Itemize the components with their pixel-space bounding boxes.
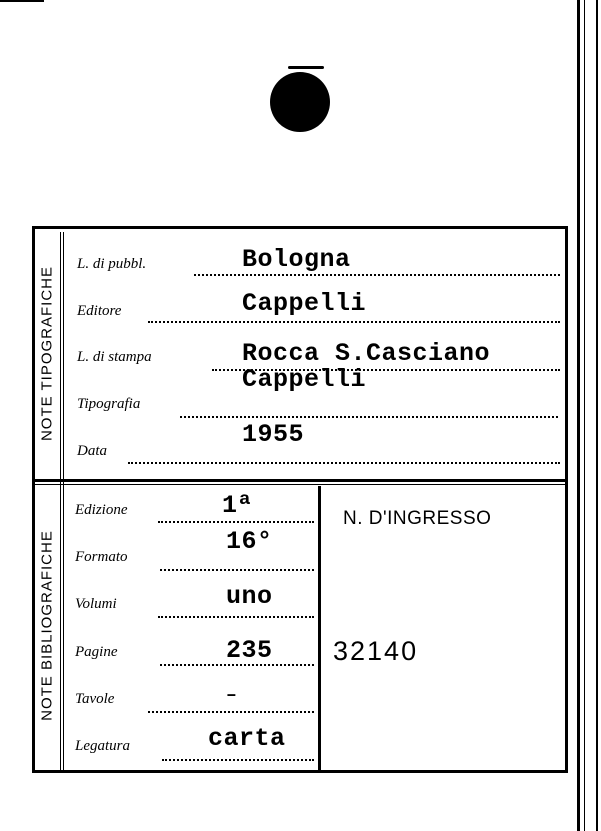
dotted-line	[180, 416, 558, 418]
ingresso-divider	[318, 486, 321, 770]
field-label: Tavole	[75, 691, 115, 707]
punch-hole-tick	[288, 66, 324, 69]
dotted-line	[158, 616, 314, 618]
ingresso-number: 32140	[333, 636, 419, 666]
field-label: Tipografia	[77, 396, 141, 412]
section-separator	[33, 479, 567, 482]
field-value: 1ª	[222, 491, 254, 520]
field-label: Volumi	[75, 596, 117, 612]
field-label: L. di stampa	[77, 349, 152, 365]
field-value: 235	[226, 636, 273, 665]
ingresso-label: N. D'INGRESSO	[343, 508, 492, 529]
card-bottom-border	[33, 770, 567, 773]
field-value: uno	[226, 582, 273, 611]
field-value: Cappelli	[242, 289, 367, 318]
dotted-line	[148, 321, 560, 323]
field-label: Legatura	[75, 738, 131, 754]
dotted-line	[160, 569, 314, 571]
dotted-line	[194, 274, 560, 276]
dotted-line	[128, 462, 560, 464]
field-label: Formato	[75, 549, 128, 565]
card-top-border	[33, 226, 567, 229]
field-label: L. di pubbl.	[77, 256, 147, 272]
field-label: Data	[77, 443, 107, 459]
field-value: Bologna	[242, 245, 351, 274]
label-column-border	[60, 232, 61, 770]
field-label: Edizione	[75, 502, 128, 518]
right-edge-line-3	[596, 0, 598, 831]
field-value: 1955	[242, 420, 305, 449]
top-edge-line	[0, 0, 44, 2]
dotted-line	[148, 711, 314, 713]
label-column-border-2	[63, 232, 64, 770]
right-edge-line	[577, 0, 580, 831]
punch-hole	[270, 72, 330, 132]
section-separator-thin	[33, 484, 567, 485]
card-right-border	[565, 226, 568, 773]
field-value: –	[226, 686, 238, 706]
field-label: Editore	[77, 303, 122, 319]
right-edge-line-2	[584, 0, 585, 831]
field-value: carta	[208, 724, 286, 753]
field-value: Rocca S.Casciano	[242, 339, 491, 368]
section-label-tipografiche: NOTE TIPOGRAFICHE	[38, 265, 56, 442]
section-label-bibliografiche: NOTE BIBLIOGRAFICHE	[38, 530, 56, 721]
field-label: Pagine	[75, 644, 118, 660]
dotted-line	[162, 759, 314, 761]
field-value: 16°	[226, 527, 273, 556]
card-left-border	[32, 226, 35, 773]
field-value: Cappelli	[242, 365, 367, 394]
dotted-line	[158, 521, 314, 523]
